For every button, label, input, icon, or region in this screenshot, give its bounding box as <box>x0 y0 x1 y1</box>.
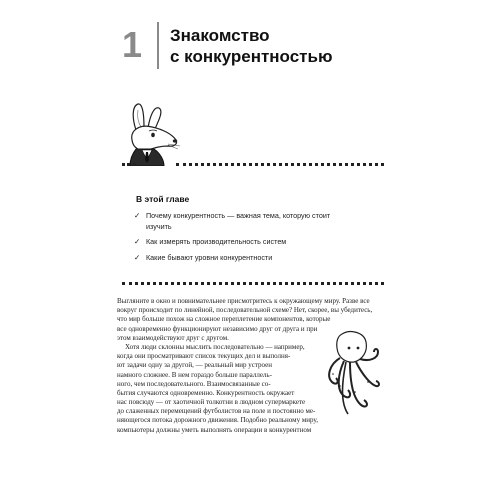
list-item-text: Какие бывают уровни конкурентности <box>146 252 273 262</box>
paragraph-line: няющегося потока дорожного движения. Подобно реальному миру, <box>117 416 318 425</box>
dotted-separator-top <box>176 163 384 166</box>
list-item-text: изучить <box>146 221 172 231</box>
paragraph-line: когда они просматривают список текущих дел и выполня- <box>117 352 291 361</box>
paragraph-line: этом взаимодействуют друг с другом. <box>117 333 229 342</box>
checkmark-icon: ✓ <box>134 252 141 262</box>
paragraph-line: вокруг происходит по линейной, последовательной схеме? Нет, скорее, вы убедитесь, <box>117 306 373 315</box>
paragraph-line: компьютеры должны уметь выполнять операции в конкурентном <box>117 425 312 434</box>
paragraph-line: нас повсюду — от хаотичной толкотни в людном супермаркете <box>117 398 306 407</box>
list-item-text: Почему конкурентность — важная тема, которую стоит <box>146 211 331 220</box>
chapter-title-line-2: с конкурентностью <box>170 47 333 66</box>
paragraph-line: Выгляните в окно и повнимательнее присмотритесь к окружающему миру. Разве все <box>117 297 370 305</box>
chapter-summary-heading: В этой главе <box>136 194 190 204</box>
paragraph-line: до слаженных перемещений футболистов на поле и постоянно ме- <box>117 407 316 416</box>
rabbit-mascot-icon <box>118 100 194 166</box>
chapter-title-line-1: Знакомство <box>170 26 270 45</box>
chapter-number: 1 <box>122 24 143 65</box>
paragraph-line: бытия случаются одновременно. Конкурентность окружает <box>117 388 295 397</box>
list-item-text: Как измерять производительность систем <box>146 237 287 246</box>
paragraph-line: все одновременно функционируют независимо друг от друга и при <box>117 324 318 333</box>
dotted-separator-bottom <box>122 282 384 285</box>
dotted-separator-left <box>122 163 136 166</box>
checkmark-icon: ✓ <box>134 237 141 246</box>
chapter-divider <box>157 22 159 69</box>
chapter-title <box>170 25 332 67</box>
paragraph-line: что мир больше похож на сложное переплетение компонентов, которые <box>117 315 331 324</box>
paragraph-line: ют задачи одну за другой, — реальный мир устроен <box>117 361 272 370</box>
chapter-summary-list <box>132 211 372 268</box>
list-item <box>132 253 372 264</box>
octopus-illustration-icon <box>322 330 382 418</box>
paragraph-line: Хотя люди склонны мыслить последовательно — например, <box>125 342 305 351</box>
list-item <box>132 211 372 232</box>
paragraph-line: намного сложнее. В нем гораздо больше параллель- <box>117 370 272 379</box>
checkmark-icon: ✓ <box>134 211 141 220</box>
paragraph-line: ного, чем последовательного. Взаимосвязанные со- <box>117 379 271 388</box>
list-item <box>132 237 372 248</box>
